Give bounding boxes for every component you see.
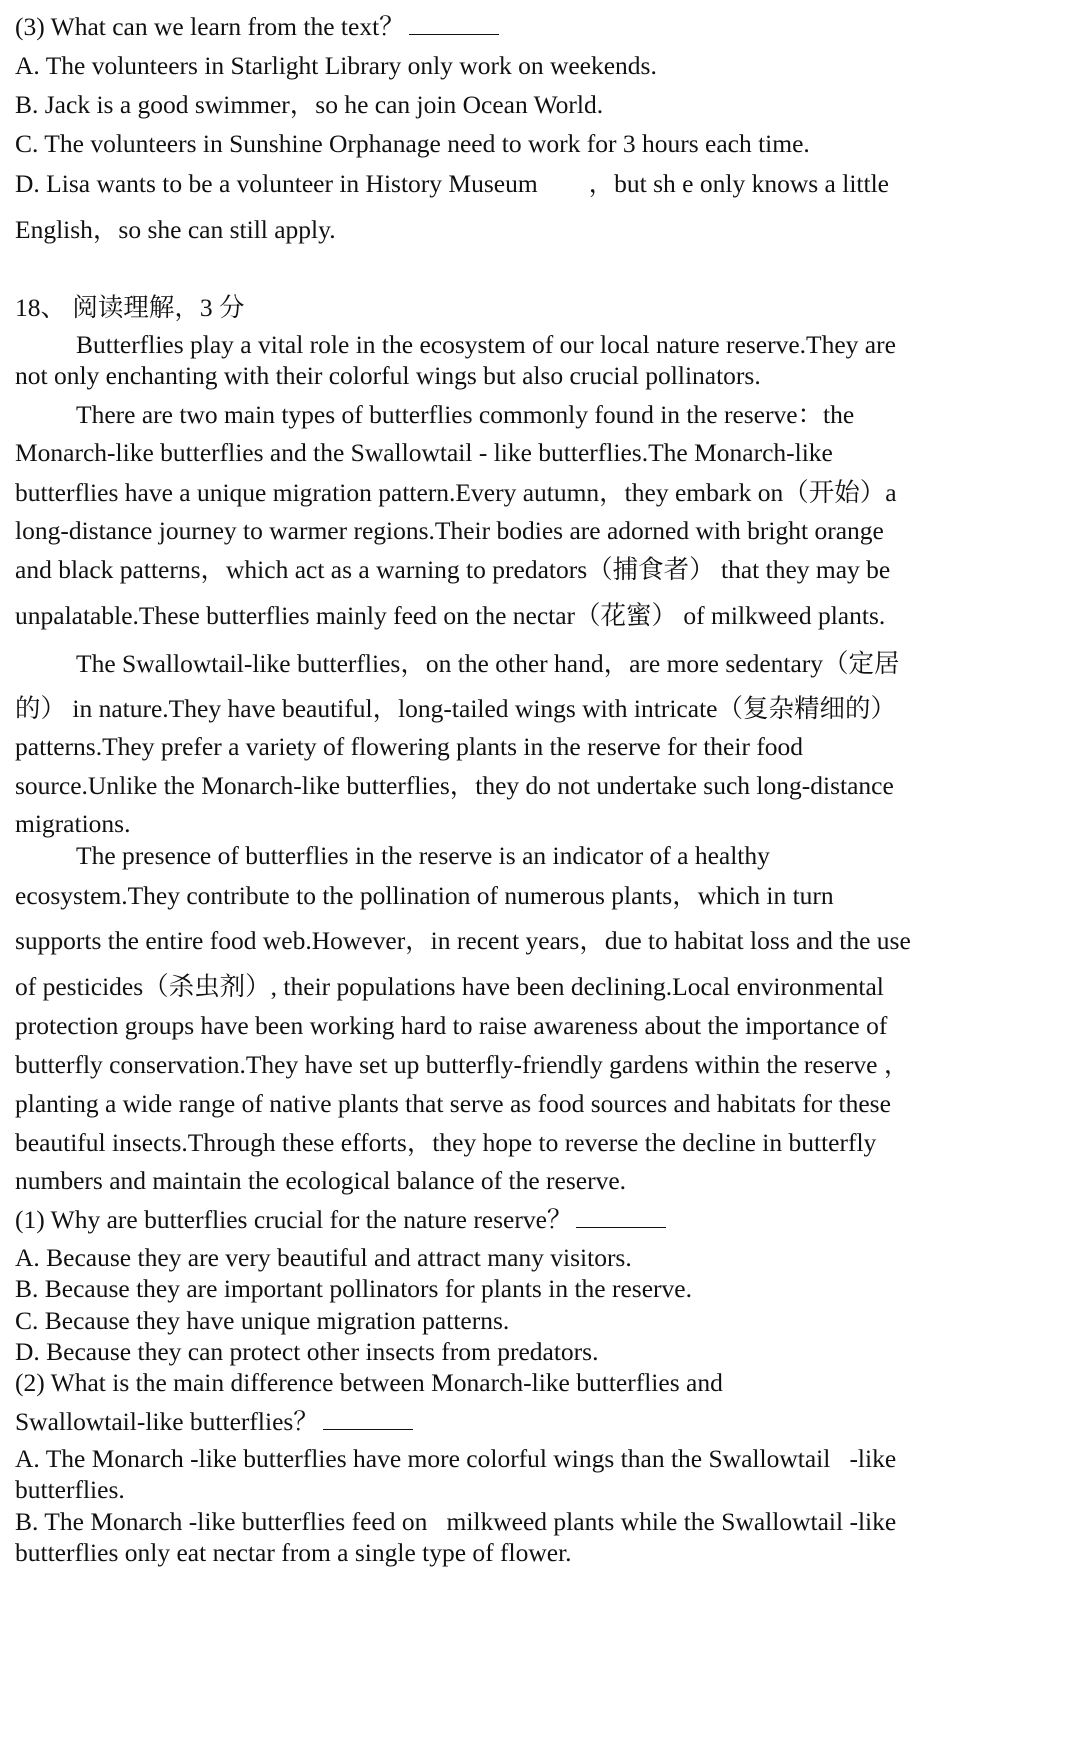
- passage-line: long-distance journey to warmer regions.Their bodies are adorned with bright orange: [15, 516, 884, 545]
- passage-line: supports the entire food web.However，in recent years，due to habitat loss and the use: [15, 926, 911, 955]
- question-1-stem: [15, 1207, 666, 1233]
- passage-line: of pesticides（杀虫剂）, their populations have been declining.Local environmental: [15, 972, 884, 1001]
- passage-line: butterflies have a unique migration pattern.Every autumn，they embark on（开始）a: [15, 478, 897, 507]
- q3-option-a: A. The volunteers in Starlight Library only work on weekends.: [15, 51, 657, 80]
- q1-option-c: C. Because they have unique migration patterns.: [15, 1306, 510, 1335]
- passage-line: ecosystem.They contribute to the pollination of numerous plants，which in turn: [15, 881, 834, 910]
- section-heading: 18、 阅读理解，3 分: [15, 293, 245, 322]
- passage-line: The Swallowtail-like butterflies，on the other hand，are more sedentary（定居: [76, 649, 900, 678]
- q2-option-a-continued: butterflies.: [15, 1475, 125, 1504]
- q2-option-b-continued: butterflies only eat nectar from a single type of flower.: [15, 1538, 572, 1567]
- answer-blank[interactable]: [576, 1207, 666, 1228]
- q1-option-a: A. Because they are very beautiful and attract many visitors.: [15, 1243, 632, 1272]
- passage-line: beautiful insects.Through these efforts，they hope to reverse the decline in butterfly: [15, 1128, 877, 1157]
- passage-line: not only enchanting with their colorful wings but also crucial pollinators.: [15, 361, 761, 390]
- q2-option-a: A. The Monarch -like butterflies have more colorful wings than the Swallowtail -like: [15, 1444, 897, 1473]
- question-3-stem: [15, 14, 499, 40]
- passage-line: and black patterns，which act as a warning to predators（捕食者） that they may be: [15, 555, 891, 584]
- answer-blank[interactable]: [409, 14, 499, 35]
- answer-blank[interactable]: [323, 1409, 413, 1430]
- question-2-stem: (2) What is the main difference between Monarch-like butterflies and: [15, 1368, 723, 1397]
- passage-line: protection groups have been working hard to raise awareness about the importance of: [15, 1011, 888, 1040]
- passage-line: Butterflies play a vital role in the ecosystem of our local nature reserve.They are: [76, 330, 896, 359]
- passage-line: numbers and maintain the ecological balance of the reserve.: [15, 1166, 627, 1195]
- q1-option-b: B. Because they are important pollinators for plants in the reserve.: [15, 1274, 692, 1303]
- passage-line: planting a wide range of native plants that serve as food sources and habitats for these: [15, 1089, 891, 1118]
- q3-option-d-continued: English，so she can still apply.: [15, 215, 336, 244]
- passage-line: migrations.: [15, 809, 131, 838]
- q3-option-d: D. Lisa wants to be a volunteer in History Museum ，but sh e only knows a little: [15, 169, 889, 198]
- question-1-text: (1) Why are butterflies crucial for the nature reserve？: [15, 1205, 573, 1234]
- passage-line: There are two main types of butterflies commonly found in the reserve：the: [76, 400, 855, 429]
- q1-option-d: D. Because they can protect other insects from predators.: [15, 1337, 599, 1366]
- q2-option-b: B. The Monarch -like butterflies feed on milkweed plants while the Swallowtail -like: [15, 1507, 897, 1536]
- question-2-stem-continued: [15, 1409, 413, 1435]
- question-2-text: Swallowtail-like butterflies？: [15, 1407, 319, 1436]
- passage-line: Monarch-like butterflies and the Swallowtail - like butterflies.The Monarch-like: [15, 438, 833, 467]
- passage-line: The presence of butterflies in the reserve is an indicator of a healthy: [76, 841, 770, 870]
- question-3-text: (3) What can we learn from the text？: [15, 12, 405, 41]
- passage-line: patterns.They prefer a variety of flowering plants in the reserve for their food: [15, 732, 804, 761]
- passage-line: 的） in nature.They have beautiful，long-tailed wings with intricate（复杂精细的）: [15, 694, 896, 723]
- passage-line: source.Unlike the Monarch-like butterflies，they do not undertake such long-distance: [15, 771, 894, 800]
- q3-option-b: B. Jack is a good swimmer，so he can join Ocean World.: [15, 90, 604, 119]
- passage-line: butterfly conservation.They have set up butterfly-friendly gardens within the reserve ，: [15, 1050, 910, 1079]
- passage-line: unpalatable.These butterflies mainly feed on the nectar（花蜜） of milkweed plants.: [15, 601, 886, 630]
- q3-option-c: C. The volunteers in Sunshine Orphanage need to work for 3 hours each time.: [15, 129, 810, 158]
